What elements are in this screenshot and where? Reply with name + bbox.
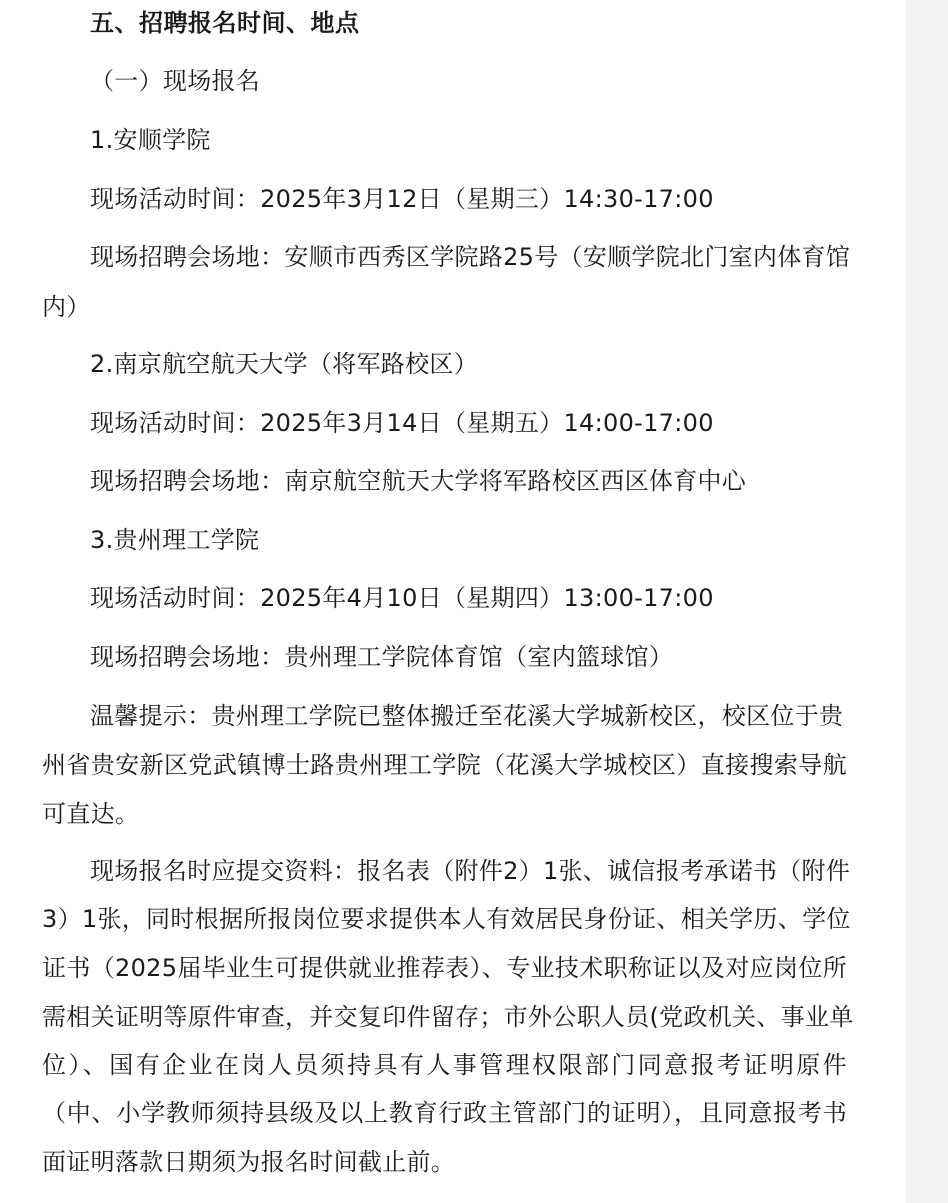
venue-2-time: 现场活动时间：2025年3月14日（星期五）14:00-17:00 [90,409,714,437]
venue-1-place: 现场招聘会场地：安顺市西秀区学院路25号（安顺学院北门室内体育馆 [90,243,851,271]
materials-line-1: 现场报名时应提交资料：报名表（附件2）1张、诚信报考承诺书（附件 [90,857,851,885]
materials-line-2: 3）1张，同时根据所报岗位要求提供本人有效居民身份证、相关学历、学位 [42,905,851,933]
materials-line-4: 需相关证明等原件审查，并交复印件留存；市外公职人员(党政机关、事业单 [42,1003,854,1031]
tip-line-2: 州省贵安新区党武镇博士路贵州理工学院（花溪大学城校区）直接搜索导航 [42,751,847,779]
venue-1-name: 1.安顺学院 [90,126,211,154]
tip-line-1: 温馨提示：贵州理工学院已整体搬迁至花溪大学城新校区，校区位于贵 [90,702,844,730]
scroll-rail[interactable] [906,0,948,1203]
venue-2-name: 2.南京航空航天大学（将军路校区） [90,350,478,378]
venue-2-place: 现场招聘会场地：南京航空航天大学将军路校区西区体育中心 [90,467,747,495]
tip-line-3: 可直达。 [42,800,140,828]
venue-1-time: 现场活动时间：2025年3月12日（星期三）14:30-17:00 [90,185,714,213]
content-gutter [888,0,906,1203]
venue-3-name: 3.贵州理工学院 [90,526,260,554]
section-heading: 五、招聘报名时间、地点 [90,9,360,37]
subsection-heading: （一）现场报名 [90,67,261,95]
venue-3-time: 现场活动时间：2025年4月10日（星期四）13:00-17:00 [90,584,714,612]
materials-line-3: 证书（2025届毕业生可提供就业推荐表）、专业技术职称证以及对应岗位所 [42,954,847,982]
materials-line-7: 面证明落款日期须为报名时间截止前。 [42,1148,456,1176]
materials-line-6: （中、小学教师须持县级及以上教育行政主管部门的证明），且同意报考书 [42,1099,847,1127]
venue-1-place-cont: 内） [42,293,91,321]
venue-3-place: 现场招聘会场地：贵州理工学院体育馆（室内篮球馆） [90,643,674,671]
materials-line-5: 位）、国有企业在岗人员须持具有人事管理权限部门同意报考证明原件 [42,1051,847,1079]
